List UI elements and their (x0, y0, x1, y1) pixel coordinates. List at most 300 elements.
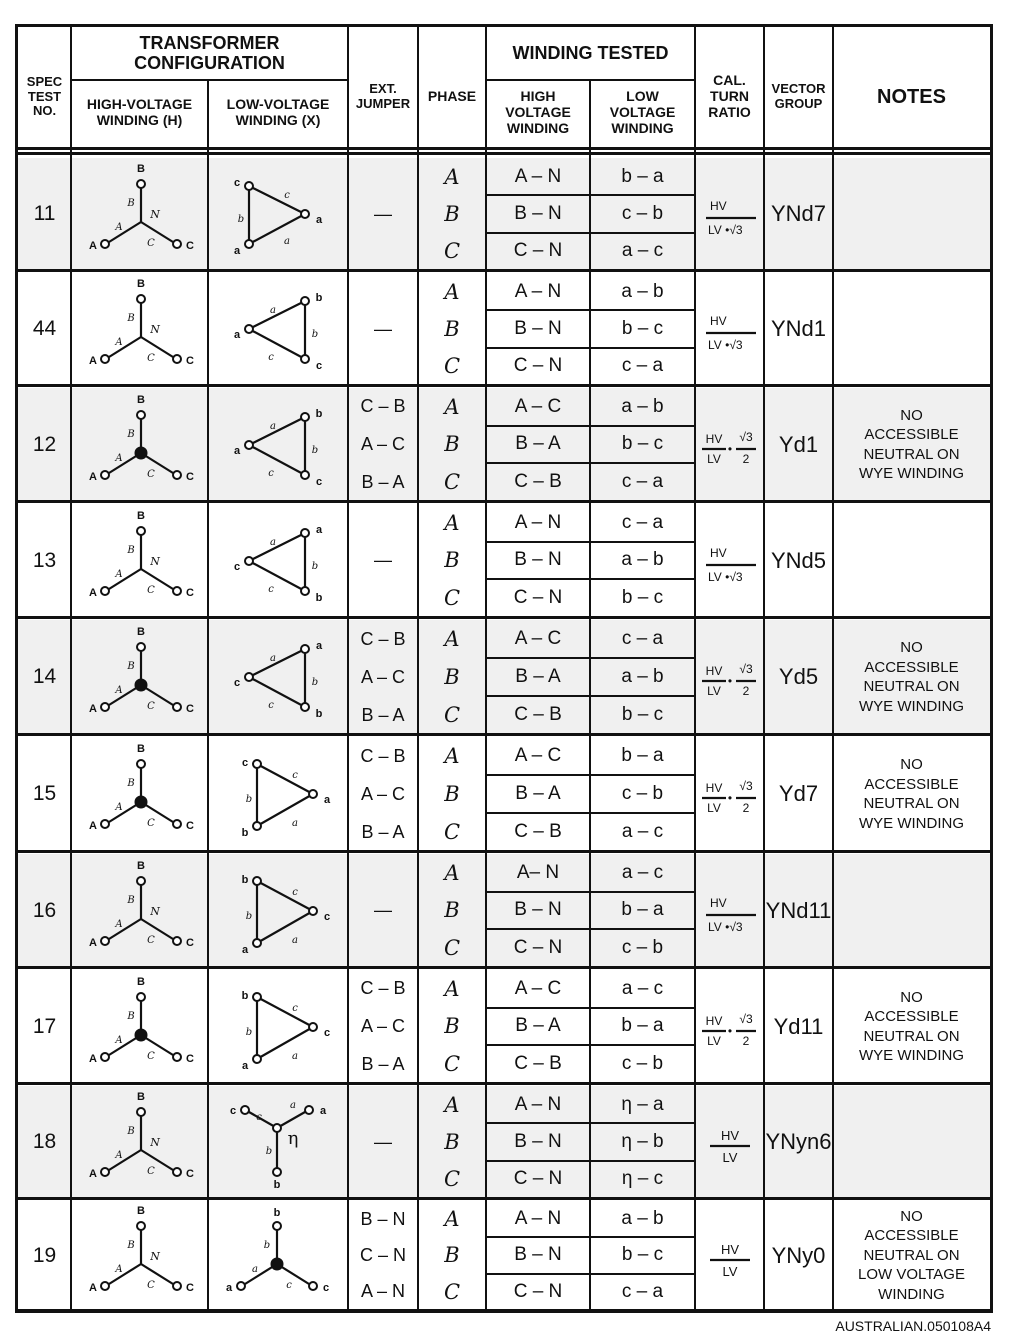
terminal-A-label: A (89, 240, 97, 252)
ext-jumper: C – N (359, 1244, 406, 1265)
ext-jumper-header: EXT. JUMPER (355, 81, 411, 111)
cal-turn-ratio (695, 970, 764, 1083)
phase-label: C (443, 1279, 461, 1304)
terminal-c-label: c (233, 677, 241, 689)
winding-c-label: c (268, 700, 274, 711)
spec-test-no: 44 (32, 317, 57, 340)
phase-label: B (444, 1014, 460, 1039)
ratio-two: 2 (742, 1033, 749, 1048)
notes (833, 388, 990, 501)
lv-winding-tested: c – a (621, 355, 664, 377)
ratio-sqrt3: √3 (738, 429, 753, 444)
ext-jumper: B – N (360, 1208, 406, 1229)
ext-jumper: B – A (361, 821, 405, 842)
spec-test-no: 12 (32, 432, 57, 456)
notes-line: NO (900, 1207, 923, 1225)
spec-test-no: 19 (32, 1243, 57, 1267)
phase-label: B (444, 201, 460, 226)
ext-jumper: — (374, 318, 392, 339)
ratio-numerator: HV (720, 1241, 739, 1257)
neutral-label: N (150, 554, 160, 568)
spec-test-no: 17 (32, 1014, 57, 1038)
notes-line: NEUTRAL ON (863, 1027, 960, 1045)
hv-winding-tested: B – N (514, 549, 562, 571)
notes (833, 273, 990, 385)
hv-winding-tested: B – N (514, 1130, 562, 1152)
hv-winding-tested: C – B (514, 821, 562, 842)
notes (833, 158, 990, 270)
notes (833, 1086, 990, 1198)
column-divider (832, 27, 834, 1310)
hv-winding-diagram (71, 158, 208, 270)
lv-winding-tested: b – c (621, 704, 664, 725)
terminal-A-label: A (89, 1052, 97, 1065)
ratio-two: 2 (742, 451, 749, 466)
terminal-A-label: A (89, 1168, 97, 1180)
hv-winding-tested: A – N (514, 1093, 562, 1115)
spec-test-no: 13 (32, 548, 57, 572)
cal-turn-ratio (695, 737, 764, 851)
vector-group: Yd1 (778, 431, 819, 457)
notes-text (859, 988, 964, 1066)
hv-winding-tested: A – C (514, 395, 562, 417)
lv-winding-header: LOW-VOLTAGE WINDING (X) (226, 96, 330, 128)
terminal-b-label: b (241, 873, 249, 886)
winding-A-label: A (115, 222, 123, 233)
winding-B-label: B (127, 198, 135, 209)
winding-C-label: C (147, 1166, 155, 1177)
notes-line: NO (900, 756, 923, 773)
phase-label: B (444, 665, 460, 689)
hv-winding-diagram (71, 1086, 208, 1198)
winding-c-label: c (256, 1112, 262, 1123)
cal-turn-ratio (695, 1201, 764, 1310)
winding-b-label: b (237, 214, 245, 225)
winding-B-label: B (127, 313, 135, 324)
notes (833, 620, 990, 734)
winding-tested-header: WINDING TESTED (512, 42, 669, 63)
hv-winding-diagram (71, 273, 208, 385)
hv-winding-header: HIGH-VOLTAGE WINDING (H) (86, 96, 193, 128)
hv-winding-tested: A– N (516, 861, 560, 883)
terminal-A-label: A (89, 586, 97, 599)
terminal-C-label: C (186, 936, 194, 949)
terminal-a-label: a (315, 523, 323, 536)
winding-a-label: a (290, 1100, 296, 1111)
terminal-c-label: c (322, 1281, 330, 1294)
winding-B-label: B (127, 661, 135, 672)
hv-winding-tested: B – N (514, 317, 562, 339)
winding-A-label: A (115, 918, 123, 930)
winding-C-label: C (147, 701, 155, 712)
header-rule (18, 152, 990, 155)
terminal-B-label: B (137, 744, 145, 755)
winding-C-label: C (147, 934, 155, 946)
phase-label: B (444, 432, 460, 457)
vector-group: YNyn6 (765, 1129, 832, 1154)
lv-winding-tested: η – b (621, 1130, 664, 1152)
lv-winding-diagram (208, 620, 348, 734)
ext-jumper: — (374, 203, 392, 224)
winding-C-label: C (147, 1279, 155, 1291)
cal-turn-ratio (695, 273, 764, 385)
phase-label: B (444, 782, 460, 806)
winding-a-label: a (270, 305, 276, 316)
cal-turn-ratio (695, 504, 764, 617)
neutral-label: N (150, 208, 160, 221)
winding-b-label: b (311, 560, 319, 572)
document-reference: AUSTRALIAN.050108A4 (835, 1318, 991, 1334)
winding-c-label: c (284, 190, 290, 201)
phase-label: C (443, 820, 461, 844)
cal-turn-ratio (695, 1086, 764, 1198)
ratio-sqrt3: √3 (738, 662, 753, 676)
hv-winding-tested: B – N (514, 899, 562, 921)
lv-winding-tested: c – b (621, 783, 664, 804)
winding-a-label: a (292, 934, 298, 946)
hv-winding-tested: A – C (514, 745, 562, 766)
terminal-A-label: A (89, 355, 97, 367)
ratio-numerator: HV (709, 895, 727, 910)
notes-text (859, 406, 964, 484)
lv-winding-diagram (208, 273, 348, 385)
lv-winding-tested: b – a (621, 165, 664, 187)
ratio-denominator: LV (706, 451, 721, 466)
winding-c-label: c (292, 770, 298, 781)
notes (833, 970, 990, 1083)
terminal-a-label: a (233, 329, 241, 341)
lv-winding-tested: c – a (621, 1280, 664, 1302)
notes-line: ACCESSIBLE (864, 658, 959, 676)
terminal-B-label: B (137, 627, 145, 638)
hv-winding-tested: C – N (513, 240, 563, 262)
terminal-a-label: a (241, 943, 249, 956)
phase-label: C (443, 586, 461, 611)
winding-a-label: a (270, 420, 276, 432)
winding-b-label: b (311, 329, 319, 340)
terminal-A-label: A (89, 1281, 97, 1294)
winding-A-label: A (115, 452, 123, 464)
winding-B-label: B (127, 778, 135, 789)
terminal-C-label: C (186, 240, 194, 252)
vector-group: YNd7 (770, 201, 827, 226)
lv-winding-tested: c – b (621, 937, 664, 959)
terminal-b-label: b (315, 708, 323, 720)
terminal-c-label: c (241, 757, 249, 769)
notes-line: NEUTRAL ON (863, 795, 960, 812)
phase-label: C (443, 239, 461, 264)
spec-test-no-header: SPEC TEST NO. (26, 74, 63, 119)
hv-winding-tested: A – C (514, 628, 562, 649)
notes (833, 854, 990, 967)
terminal-A-label: A (89, 820, 97, 832)
spec-test-no: 11 (33, 202, 56, 225)
lv-winding-tested: a – b (621, 549, 664, 571)
lv-winding-tested: a – b (621, 280, 664, 302)
phase-label: B (444, 1129, 460, 1154)
ext-jumper: — (374, 1131, 392, 1152)
ratio-multiply: • (727, 441, 732, 456)
notes-line: WYE WINDING (859, 697, 964, 715)
transformer-test-table (15, 24, 993, 1313)
terminal-b-label: b (315, 591, 323, 604)
terminal-B-label: B (137, 1205, 145, 1217)
winding-a-label: a (292, 1050, 298, 1062)
ratio-denominator: LV (706, 1033, 721, 1048)
vector-group: Yd7 (778, 781, 819, 806)
terminal-A-label: A (89, 470, 97, 483)
terminal-C-label: C (186, 1052, 194, 1065)
column-divider (589, 79, 591, 1310)
ratio-numerator: HV (705, 781, 722, 795)
terminal-a-label: a (233, 245, 241, 257)
winding-b-label: b (263, 1239, 271, 1251)
cal-turn-ratio (695, 854, 764, 967)
winding-b-label: b (265, 1146, 273, 1157)
lv-winding-diagram (208, 1201, 348, 1310)
winding-A-label: A (115, 337, 123, 348)
lv-winding-tested: a – b (621, 395, 664, 417)
phase-label: C (443, 354, 461, 379)
notes-line: ACCESSIBLE (864, 775, 959, 793)
spec-test-no: 18 (32, 1130, 57, 1153)
ext-jumper: A – C (360, 433, 406, 454)
terminal-a-label: a (315, 640, 323, 652)
neutral-label: N (150, 323, 160, 336)
winding-c-label: c (292, 1002, 298, 1014)
ratio-denominator: LV (722, 1263, 737, 1279)
notes-line: WYE WINDING (859, 814, 964, 832)
vector-group: Yd5 (778, 664, 819, 689)
lv-winding-tested: b – c (621, 587, 664, 609)
lv-winding-tested: b – a (621, 899, 664, 921)
ext-jumper: A – N (360, 1281, 406, 1302)
ratio-multiply: • (727, 674, 732, 688)
column-divider (485, 27, 487, 1310)
hv-winding-tested: A – C (514, 977, 562, 999)
terminal-A-label: A (89, 936, 97, 949)
lv-winding-tested: b – a (621, 1015, 664, 1037)
winding-C-label: C (147, 1050, 155, 1062)
vector-group: YNd11 (765, 897, 832, 923)
lv-winding-tested: a – c (621, 861, 664, 883)
notes-line: ACCESSIBLE (864, 1008, 959, 1025)
winding-A-label: A (115, 1263, 123, 1275)
ratio-two: 2 (742, 684, 749, 698)
winding-b-label: b (245, 1026, 253, 1038)
terminal-a-label: a (319, 1105, 327, 1117)
winding-C-label: C (147, 238, 155, 249)
ext-jumper: B – A (361, 471, 405, 492)
phase-label: C (443, 470, 461, 495)
phase-label: B (444, 1243, 460, 1268)
terminal-a-label: a (315, 214, 323, 226)
hv-winding-diagram (71, 620, 208, 734)
notes-text (859, 638, 964, 716)
terminal-C-label: C (186, 355, 194, 367)
column-divider (694, 27, 696, 1310)
terminal-c-label: c (233, 560, 241, 573)
notes-line: NEUTRAL ON (863, 1246, 960, 1264)
hv-winding-tested: B – N (514, 202, 562, 224)
ratio-numerator: HV (709, 314, 727, 328)
hv-winding-tested: B – A (515, 783, 561, 804)
terminal-c-label: c (315, 475, 323, 488)
hv-winding-tested: B – N (514, 1244, 562, 1266)
terminal-B-label: B (137, 976, 145, 988)
ext-jumper: A – C (360, 783, 406, 804)
cal-turn-ratio-header: CAL. TURN RATIO (708, 72, 751, 120)
hv-winding-tested: C – N (513, 1280, 563, 1302)
neutral-label: N (150, 1249, 160, 1263)
header-rule (18, 147, 990, 150)
phase-label: A (444, 510, 460, 535)
notes-header: NOTES (877, 85, 946, 108)
winding-B-label: B (127, 428, 135, 440)
ratio-sqrt3: √3 (738, 1011, 753, 1026)
phase-label: C (443, 936, 461, 961)
terminal-B-label: B (137, 1092, 145, 1103)
ratio-multiply: • (727, 1023, 732, 1038)
notes (833, 737, 990, 851)
lv-winding-diagram (208, 737, 348, 851)
winding-b-label: b (311, 677, 319, 688)
lv-winding-tested: b – c (621, 433, 664, 455)
winding-c-label: c (292, 886, 298, 898)
phase-label: B (444, 316, 460, 341)
ratio-denominator: LV •√3 (707, 919, 743, 934)
column-divider (207, 79, 209, 1310)
lv-winding-diagram (208, 504, 348, 617)
notes (833, 1201, 990, 1310)
winding-A-label: A (115, 568, 123, 580)
header-divider (71, 79, 348, 81)
phase-label: A (444, 744, 460, 768)
cal-turn-ratio (695, 620, 764, 734)
terminal-C-label: C (186, 1168, 194, 1180)
ratio-denominator: LV •√3 (707, 338, 743, 352)
lv-winding-diagram (208, 854, 348, 967)
notes-text (859, 755, 964, 833)
hv-winding-tested: A – N (514, 511, 562, 533)
winding-b-label: b (245, 794, 253, 805)
terminal-b-label: b (273, 1179, 281, 1191)
notes-line: NO (900, 988, 923, 1006)
terminal-b-label: b (241, 827, 249, 839)
winding-C-label: C (147, 353, 155, 364)
lv-winding-diagram (208, 388, 348, 501)
phase-label: B (444, 898, 460, 923)
hv-winding-tested: C – N (513, 587, 563, 609)
lv-winding-tested: a – b (621, 666, 664, 687)
lv-winding-tested: c – a (621, 471, 664, 493)
winding-C-label: C (147, 818, 155, 829)
winding-a-label: a (270, 536, 276, 548)
lv-winding-tested: η – a (621, 1093, 664, 1115)
winding-c-label: c (268, 583, 274, 595)
winding-b-label: b (245, 910, 253, 922)
hv-winding-tested: C – N (513, 1168, 563, 1190)
notes (833, 504, 990, 617)
winding-c-label: c (268, 352, 274, 363)
terminal-b-label: b (273, 1206, 281, 1219)
hv-winding-tested: A – N (514, 165, 562, 187)
phase-label: B (444, 548, 460, 573)
phase-label: C (443, 1052, 461, 1077)
notes-line: NO (900, 406, 923, 424)
phase-label: A (444, 394, 460, 419)
hv-winding-tested-header: HIGH VOLTAGE WINDING (505, 88, 571, 136)
lv-winding-tested: a – b (621, 1208, 664, 1230)
lv-winding-tested: c – a (621, 511, 664, 533)
notes-line: ACCESSIBLE (864, 426, 959, 443)
ratio-denominator: LV •√3 (707, 569, 743, 584)
ratio-denominator: LV •√3 (707, 223, 743, 237)
terminal-C-label: C (186, 470, 194, 483)
hv-winding-tested: A – N (514, 280, 562, 302)
hv-winding-tested: A – N (514, 1208, 562, 1230)
ratio-sqrt3: √3 (738, 779, 753, 793)
ratio-numerator: HV (709, 199, 727, 213)
vector-group-header: VECTOR GROUP (771, 81, 826, 111)
spec-test-no: 15 (32, 782, 57, 805)
phase-label: A (444, 1207, 460, 1232)
ratio-denominator: LV (722, 1150, 737, 1165)
lv-winding-tested: c – b (621, 202, 664, 224)
terminal-a-label: a (233, 444, 241, 457)
terminal-c-label: c (315, 360, 323, 372)
ext-jumper: C – B (360, 978, 406, 999)
phase-label: A (444, 860, 460, 885)
hv-winding-diagram (71, 504, 208, 617)
notes-line: WYE WINDING (859, 1047, 964, 1064)
phase-label: A (444, 976, 460, 1001)
hv-winding-tested: C – B (514, 704, 562, 725)
notes-line: ACCESSIBLE (864, 1227, 959, 1245)
lv-winding-tested: a – c (621, 240, 664, 262)
terminal-a-label: a (225, 1281, 233, 1294)
hv-winding-diagram (71, 970, 208, 1083)
ratio-two: 2 (742, 801, 749, 815)
ext-jumper: — (374, 900, 392, 920)
hv-winding-diagram (71, 854, 208, 967)
ratio-denominator: LV (706, 801, 721, 815)
phase-label: A (444, 627, 460, 651)
winding-b-label: b (311, 444, 319, 456)
spec-test-no: 16 (32, 898, 57, 922)
notes-text (858, 1207, 965, 1305)
terminal-c-label: c (323, 910, 331, 923)
winding-B-label: B (127, 1239, 135, 1251)
ratio-numerator: HV (705, 664, 722, 678)
lv-winding-diagram (208, 1086, 348, 1198)
ext-jumper: C – B (360, 628, 406, 649)
terminal-B-label: B (137, 510, 145, 522)
winding-B-label: B (127, 894, 135, 906)
ext-jumper: A – C (360, 1015, 406, 1036)
hv-winding-diagram (71, 388, 208, 501)
winding-C-label: C (147, 584, 155, 596)
lv-winding-tested: a – c (621, 821, 664, 842)
lv-winding-diagram (208, 970, 348, 1083)
terminal-a-label: a (241, 1059, 249, 1072)
column-divider (70, 27, 72, 1310)
hv-winding-tested: C – N (513, 355, 563, 377)
terminal-C-label: C (186, 820, 194, 832)
winding-A-label: A (115, 685, 123, 696)
hv-winding-tested: C – B (514, 1053, 562, 1075)
winding-C-label: C (147, 468, 155, 480)
